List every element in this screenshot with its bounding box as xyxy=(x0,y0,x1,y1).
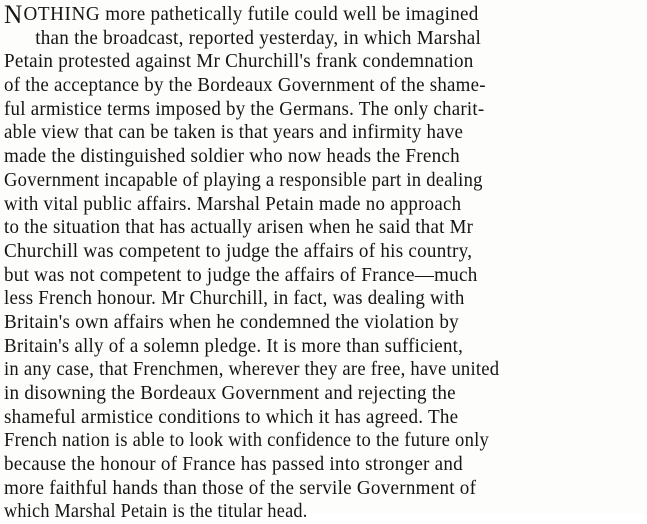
article-line-15: Britain's ally of a solemn pledge. It is more than sufficient, xyxy=(4,335,464,357)
article-line-9: with vital public affairs. Marshal Petain made no approach xyxy=(4,193,462,215)
line-1-rest: more pathetically futile could well be imagined xyxy=(100,4,479,25)
article-line-13: less French honour. Mr Churchill, in fact, was dealing with xyxy=(4,288,465,310)
article-line-21: more faithful hands than those of the servile Government of xyxy=(4,477,477,499)
article-line-4: of the acceptance by the Bordeaux Government of the shame- xyxy=(4,75,486,97)
article-line-17: in disowning the Bordeaux Government and rejecting the xyxy=(4,383,456,404)
article-line-18: shameful armistice conditions to which it has agreed. The xyxy=(4,406,459,428)
article-line-3: Petain protested against Mr Churchill's frank condemnation xyxy=(4,51,474,73)
opening-small-caps: OTHING xyxy=(23,4,101,25)
article-line-5: ful armistice terms imposed by the Germans. The only charit- xyxy=(4,98,485,120)
article-line-11: Churchill was competent to judge the affairs of his country, xyxy=(4,240,473,262)
article-line-8: Government incapable of playing a responsible part in dealing xyxy=(4,169,483,191)
article-line-22: which Marshal Petain is the titular head. xyxy=(4,501,308,523)
article-line-2: than the broadcast, reported yesterday, in which Marshal xyxy=(35,27,482,49)
article-column xyxy=(4,0,641,524)
article-line-20: because the honour of France has passed into stronger and xyxy=(4,454,463,476)
article-line-10: to the situation that has actually arisen when he said that Mr xyxy=(4,217,474,239)
article-line-7: made the distinguished soldier who now heads the French xyxy=(4,146,460,168)
article-line-6: able view that can be taken is that years and infirmity have xyxy=(4,122,464,144)
article-line-12: but was not competent to judge the affairs of France—much xyxy=(4,264,478,286)
article-line-16: in any case, that Frenchmen, wherever they are free, have united xyxy=(4,359,500,381)
article-line-1 xyxy=(4,0,625,29)
article-line-14: Britain's own affairs when he condemned the violation by xyxy=(4,311,459,333)
article-line-19: French nation is able to look with confidence to the future only xyxy=(4,430,490,452)
drop-cap: N xyxy=(4,0,23,29)
